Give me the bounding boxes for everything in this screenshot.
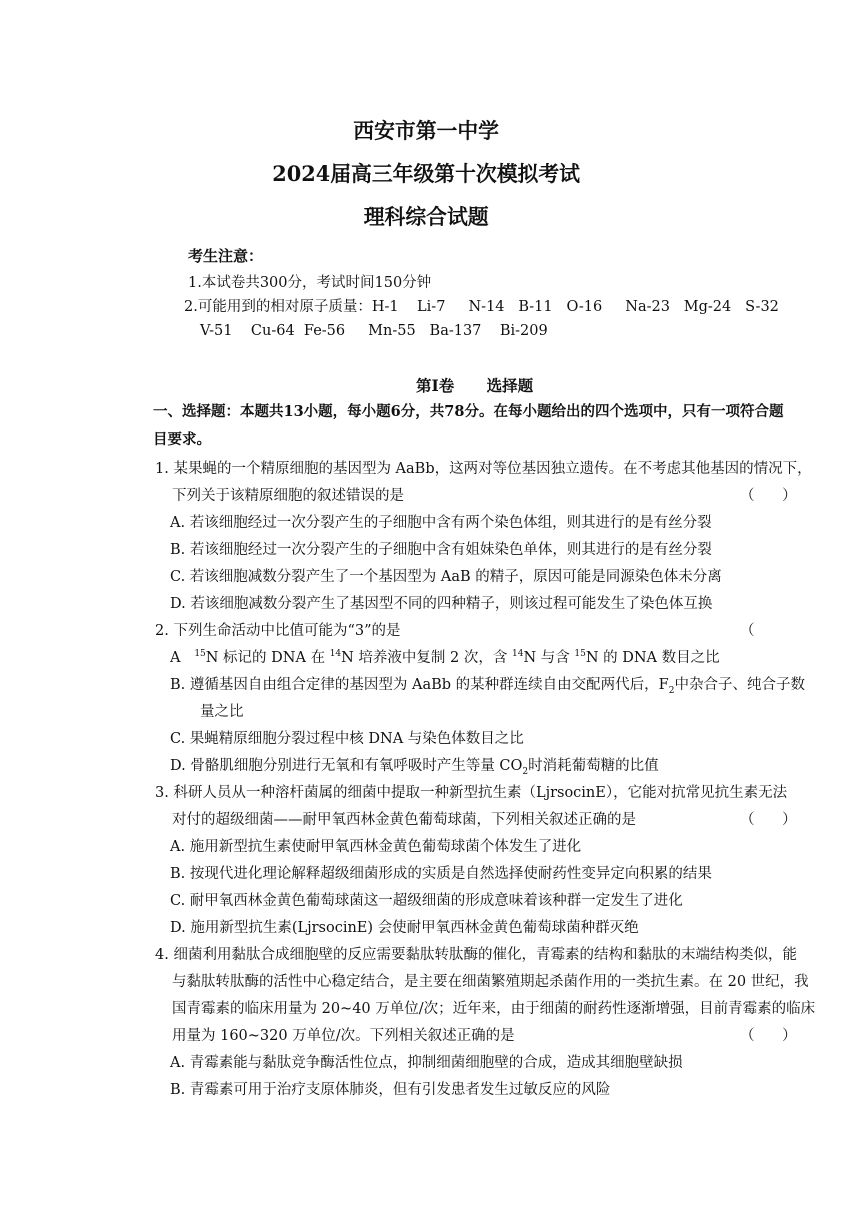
q1-option-a: A. 若该细胞经过一次分裂产生的子细胞中含有两个染色体组，则其进行的是有丝分裂 (170, 515, 712, 531)
q2-option-a: A $^{15}$N 标记的 DNA 在 $^{14}$N 培养液中复制 2 次，含 $^{14}$N 与含 $^{15}$N 的 DNA 数目之比 (170, 649, 720, 666)
notice-line-2: 2.可能用到的相对原子质量：H-1 Li-7 N-14 B-11 O-16 Na-23 Mg-24 S-32 (184, 299, 779, 315)
section-instruction-1: 一、选择题：本题共13小题，每小题6分，共78分。在每小题给出的四个选项中，只有一项符合题 (153, 403, 784, 420)
q1-stem-line-1: 1. 某果蝇的一个精原细胞的基因型为 AaBb，这两对等位基因独立遗传。在不考虑其他基因的情况下， (155, 461, 812, 477)
subject-title: 理科综合试题 (363, 204, 489, 229)
q4-option-a: A. 青霉素能与黏肽竞争酶活性位点，抑制细菌细胞壁的合成，造成其细胞壁缺损 (170, 1055, 683, 1071)
notice-line-3: V-51 Cu-64 Fe-56 Mn-55 Ba-137 Bi-209 (200, 323, 548, 339)
q1-answer-blank: （ ） (740, 488, 797, 504)
q4-option-b: B. 青霉素可用于治疗支原体肺炎，但有引发患者发生过敏反应的风险 (170, 1082, 611, 1098)
q4-stem-line-1: 4. 细菌利用黏肽合成细胞壁的反应需要黏肽转肽酶的催化，青霉素的结构和黏肽的末端结构类似，能 (155, 947, 797, 963)
q2-answer-blank: （ (740, 623, 755, 639)
q1-option-c: C. 若该细胞减数分裂产生了一个基因型为 AaB 的精子，原因可能是同源染色体未分离 (170, 569, 722, 585)
section-instruction-2: 目要求。 (153, 431, 211, 448)
q1-stem-line-2: 下列关于该精原细胞的叙述错误的是 (172, 488, 404, 504)
q3-answer-blank: （ ） (740, 812, 797, 828)
q3-option-c: C. 耐甲氧西林金黄色葡萄球菌这一超级细菌的形成意味着该种群一定发生了进化 (170, 893, 683, 909)
q1-option-d: D. 若该细胞减数分裂产生了基因型不同的四种精子，则该过程可能发生了染色体互换 (170, 596, 713, 612)
q2-option-c: C. 果蝇精原细胞分裂过程中核 DNA 与染色体数目之比 (170, 731, 524, 747)
q3-option-b: B. 按现代进化理论解释超级细菌形成的实质是自然选择使耐药性变异定向积累的结果 (170, 866, 712, 882)
q1-option-b: B. 若该细胞经过一次分裂产生的子细胞中含有姐妹染色单体，则其进行的是有丝分裂 (170, 542, 712, 558)
q2-option-b: B. 遵循基因自由组合定律的基因型为 AaBb 的某种群连续自由交配两代后，$F_2$中杂合子、纯合子数 (170, 677, 805, 696)
exam-title: 2024届高三年级第十次模拟考试 (272, 161, 580, 186)
q4-stem-line-2: 与黏肽转肽酶的活性中心稳定结合，是主要在细菌繁殖期起杀菌作用的一类抗生素。在 20 世纪，我 (172, 974, 809, 990)
q3-stem-line-1: 3. 科研人员从一种溶杆菌属的细菌中提取一种新型抗生素（LjrsocinE），它能对抗常见抗生素无法 (155, 785, 788, 801)
q3-stem-line-2: 对付的超级细菌——耐甲氧西林金黄色葡萄球菌，下列相关叙述正确的是 (172, 812, 636, 828)
school-name: 西安市第一中学 (353, 118, 499, 143)
section-title: 第Ⅰ卷 选择题 (416, 376, 534, 395)
q2-option-b-cont: 量之比 (200, 704, 244, 720)
q4-answer-blank: （ ） (740, 1028, 797, 1044)
q3-option-a: A. 施用新型抗生素使耐甲氧西林金黄色葡萄球菌个体发生了进化 (170, 839, 582, 855)
notice-line-1: 1.本试卷共300分，考试时间150分钟 (188, 275, 432, 291)
q3-option-d: D. 施用新型抗生素(LjrsocinE) 会使耐甲氧西林金黄色葡萄球菌种群灭绝 (170, 920, 639, 936)
q4-stem-line-4: 用量为 160~320 万单位/次。下列相关叙述正确的是 (172, 1028, 515, 1044)
q2-option-d: D. 骨骼肌细胞分别进行无氧和有氧呼吸时产生等量 $CO_2$时消耗葡萄糖的比值 (170, 758, 659, 777)
q4-stem-line-3: 国青霉素的临床用量为 20~40 万单位/次；近年来，由于细菌的耐药性逐渐增强，目前青霉素的临床 (172, 1001, 816, 1017)
notice-title: 考生注意： (188, 247, 264, 265)
q2-stem: 2. 下列生命活动中比值可能为“3”的是 (155, 623, 401, 639)
